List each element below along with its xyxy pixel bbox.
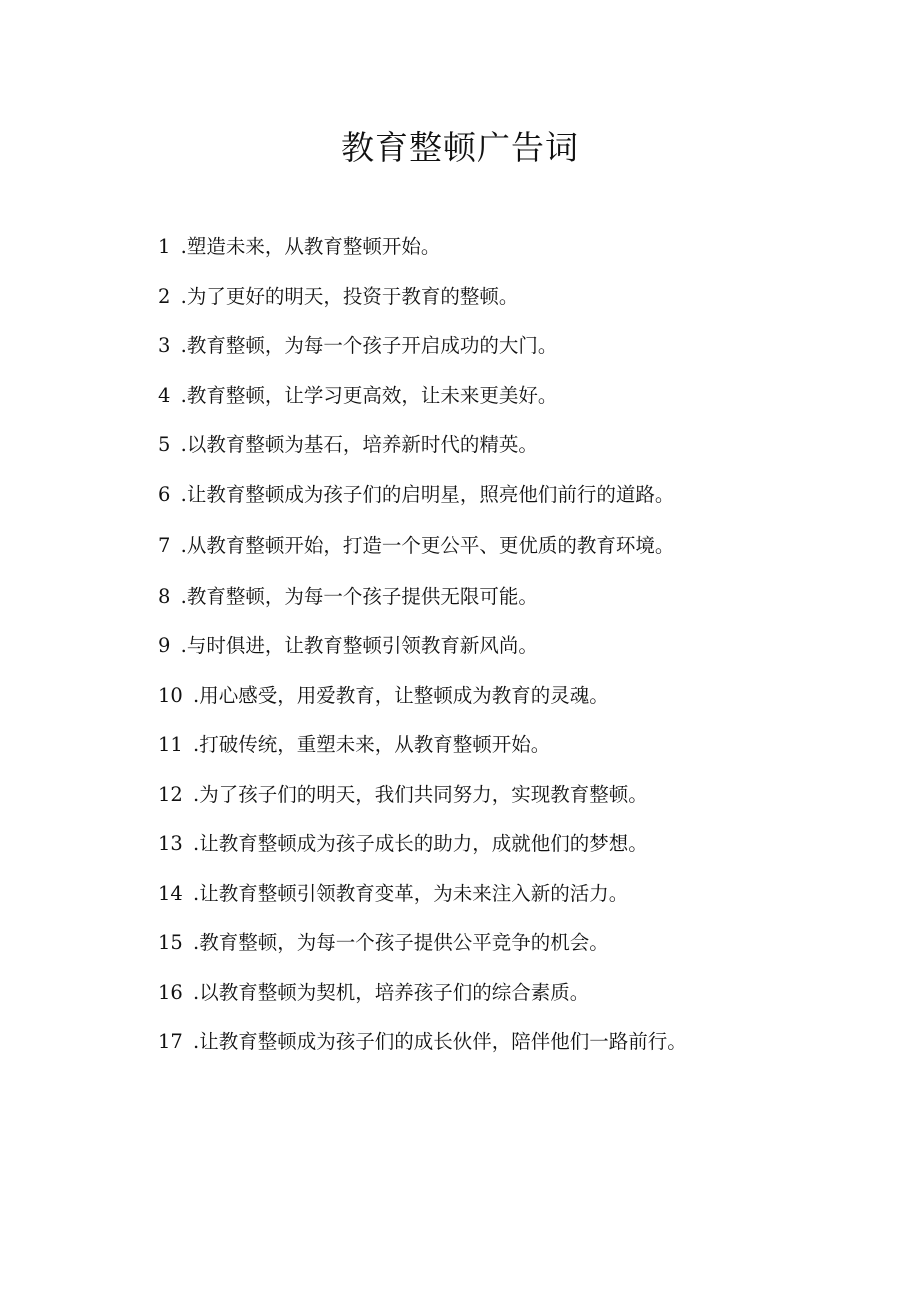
list-item: 16 .以教育整顿为契机，培养孩子们的综合素质。 <box>158 980 590 1004</box>
item-text: 以教育整顿为基石，培养新时代的精英。 <box>186 433 538 456</box>
item-number: 12 <box>158 782 183 806</box>
item-text: 教育整顿，为每一个孩子提供无限可能。 <box>186 584 538 608</box>
item-number: 3 <box>158 334 171 357</box>
list-item: 10 .用心感受，用爱教育，让整顿成为教育的灵魂。 <box>158 683 609 707</box>
item-number: 14 <box>158 881 183 905</box>
item-text: 从教育整顿开始，打造一个更公平、更优质的教育环境。 <box>186 533 675 557</box>
item-text: 教育整顿，为每一个孩子提供公平竞争的机会。 <box>199 931 609 954</box>
item-number: 1 <box>158 235 171 258</box>
item-number: 2 <box>158 284 171 308</box>
list-item: 6 .让教育整顿成为孩子们的启明星，照亮他们前行的道路。 <box>158 482 675 506</box>
item-text: 让教育整顿引领教育变革，为未来注入新的活力。 <box>199 881 629 905</box>
list-item: 7 .从教育整顿开始，打造一个更公平、更优质的教育环境。 <box>158 533 675 557</box>
item-text: 打破传统，重塑未来，从教育整顿开始。 <box>199 733 551 756</box>
list-item: 11 .打破传统，重塑未来，从教育整顿开始。 <box>158 733 551 756</box>
list-item: 1 .塑造未来，从教育整顿开始。 <box>158 235 441 258</box>
list-item: 17 .让教育整顿成为孩子们的成长伙伴，陪伴他们一路前行。 <box>158 1030 687 1053</box>
list-item: 9 .与时俱进，让教育整顿引领教育新风尚。 <box>158 634 538 657</box>
item-number: 13 <box>158 832 183 855</box>
item-number: 7 <box>158 533 171 557</box>
item-text: 让教育整顿成为孩子们的启明星，照亮他们前行的道路。 <box>186 482 675 506</box>
list-item: 12 .为了孩子们的明天，我们共同努力，实现教育整顿。 <box>158 782 648 806</box>
list-item: 3 .教育整顿，为每一个孩子开启成功的大门。 <box>158 334 558 357</box>
item-text: 让教育整顿成为孩子们的成长伙伴，陪伴他们一路前行。 <box>199 1030 687 1053</box>
item-text: 为了更好的明天，投资于教育的整顿。 <box>186 284 519 308</box>
list-item: 14 .让教育整顿引领教育变革，为未来注入新的活力。 <box>158 881 629 905</box>
item-number: 17 <box>158 1030 183 1053</box>
item-number: 8 <box>158 584 171 608</box>
list-item: 8 .教育整顿，为每一个孩子提供无限可能。 <box>158 584 538 608</box>
item-text: 塑造未来，从教育整顿开始。 <box>186 235 441 258</box>
item-text: 让教育整顿成为孩子成长的助力，成就他们的梦想。 <box>199 832 648 855</box>
list-item: 15 .教育整顿，为每一个孩子提供公平竞争的机会。 <box>158 931 609 954</box>
item-number: 15 <box>158 931 183 954</box>
list-item: 13 .让教育整顿成为孩子成长的助力，成就他们的梦想。 <box>158 832 648 855</box>
item-text: 与时俱进，让教育整顿引领教育新风尚。 <box>186 634 538 657</box>
list-item: 4 .教育整顿，让学习更高效，让未来更美好。 <box>158 383 558 407</box>
item-text: 为了孩子们的明天，我们共同努力，实现教育整顿。 <box>199 782 648 806</box>
item-text: 以教育整顿为契机，培养孩子们的综合素质。 <box>199 980 590 1004</box>
item-text: 教育整顿，让学习更高效，让未来更美好。 <box>186 383 558 407</box>
item-text: 用心感受，用爱教育，让整顿成为教育的灵魂。 <box>199 683 609 707</box>
item-number: 16 <box>158 980 183 1004</box>
item-number: 6 <box>158 482 171 506</box>
item-number: 4 <box>158 383 171 407</box>
document-title: 教育整顿广告词 <box>341 128 579 167</box>
item-number: 5 <box>158 433 171 456</box>
item-text: 教育整顿，为每一个孩子开启成功的大门。 <box>186 334 558 357</box>
item-number: 9 <box>158 634 171 657</box>
list-item: 5 .以教育整顿为基石，培养新时代的精英。 <box>158 433 538 456</box>
slogan-list <box>158 233 706 1079</box>
item-number: 10 <box>158 683 183 707</box>
item-number: 11 <box>158 733 183 756</box>
list-item: 2 .为了更好的明天，投资于教育的整顿。 <box>158 284 519 308</box>
